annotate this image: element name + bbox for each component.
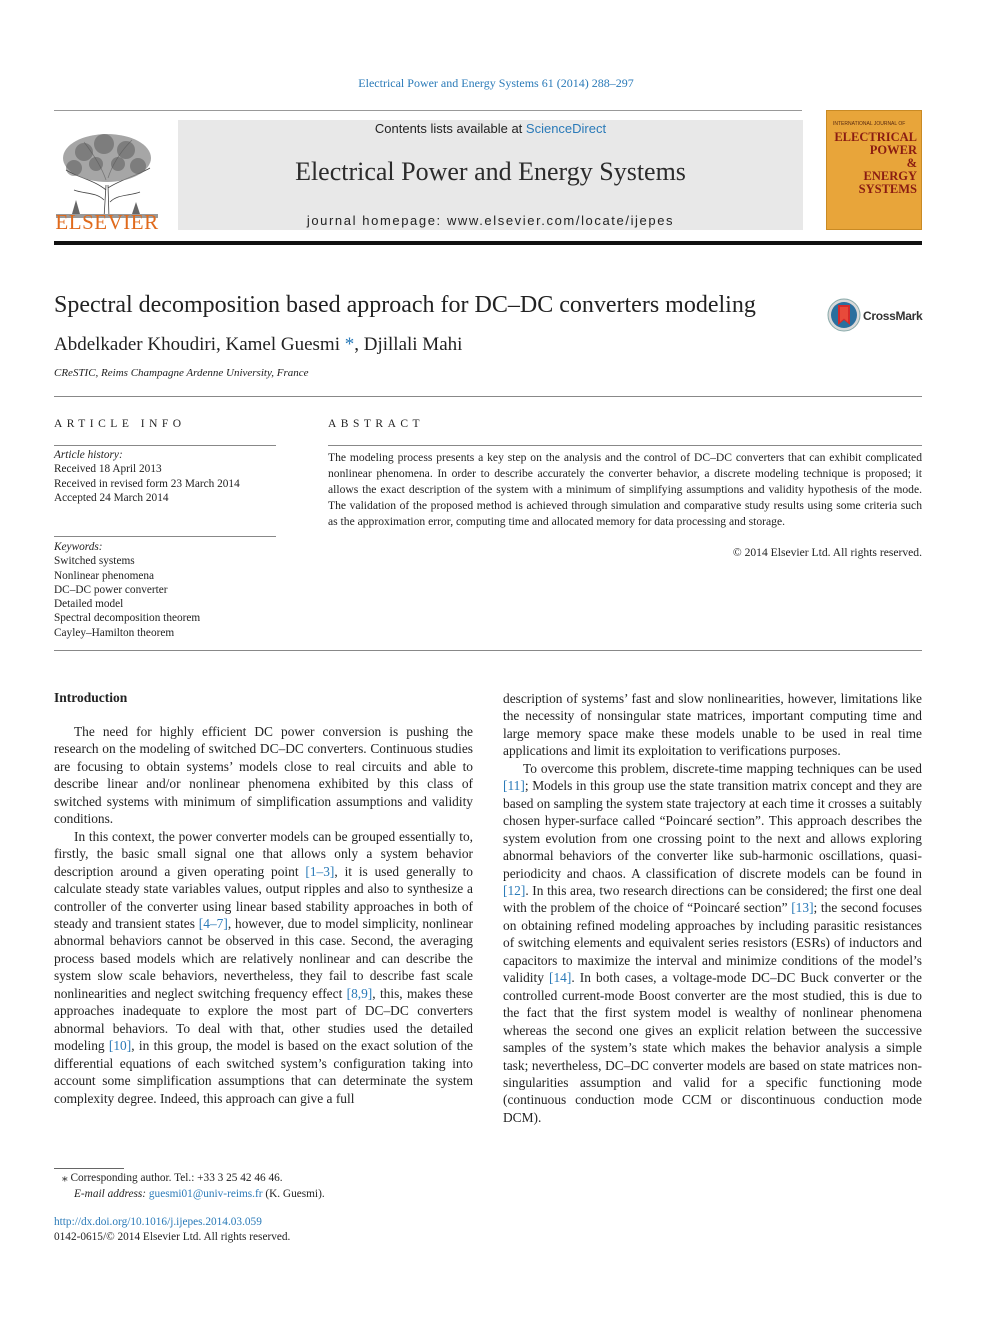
- article-title: Spectral decomposition based approach for DC–DC converters modeling: [54, 292, 756, 318]
- contents-line: [178, 121, 803, 136]
- text-run: , it is used generally to calculate steady state variables values, output ripples and also to synthesize a controller of the converter using linear based stability approaches in both of steady and transient states: [54, 863, 473, 931]
- text-run: , this, makes these approaches inadequate to explore the most part of DC–DC converters abnormal behaviors. To deal with that, other studies used the detailed modeling: [54, 985, 473, 1054]
- crossmark-label[interactable]: CrossMark: [863, 309, 923, 323]
- journal-title: Electrical Power and Energy Systems: [295, 157, 686, 186]
- header-divider: [54, 110, 802, 111]
- crossmark-icon[interactable]: [826, 297, 862, 333]
- abstract-copyright: © 2014 Elsevier Ltd. All rights reserved.: [732, 546, 922, 559]
- body-column-right: [503, 690, 922, 1126]
- article-history: [54, 448, 276, 505]
- keywords: [54, 540, 276, 640]
- footnote-rule: [54, 1168, 124, 1169]
- journal-citation-link[interactable]: Electrical Power and Energy Systems 61 (2014) 288–297: [358, 76, 634, 90]
- text-run: ; Models in this group use the state transition matrix concept and they are based on sampling the system state trajectory at each time it crosses a suitably chosen hyper-surface called “Poincaré section”. This approach describes the system evolution from one crossing point to the next and allows exploring abnormal behaviors of the converter like sub-harmonic oscillations, quasi-periodicity and chaos. A classification of discrete models can be found in: [503, 778, 922, 881]
- email-note: [54, 1186, 325, 1202]
- section-heading-introduction: Introduction: [54, 690, 128, 705]
- keywords-label: Keywords:: [54, 541, 103, 553]
- email-link[interactable]: guesmi01@univ-reims.fr: [148, 1188, 263, 1200]
- keyword-item: Cayley–Hamilton theorem: [54, 626, 175, 639]
- email-label: E-mail address:: [74, 1188, 149, 1200]
- text-run: . In both cases, a voltage-mode DC–DC Buck converter or the controlled current-mode Boost converter are the most studied, this is due to the fact that the first system model is wealthy of nonlinear phenomena whereas the second one gives an explicit relation between the successive samples of the system’s state which makes the behavior analysis a simple task; nevertheless, DC–DC converter models are based on state matrices non-singularities assumption and valid for a specific functioning mode (continuous conduction mode CCM or discontinuous conduction mode DCM).: [503, 970, 922, 1125]
- sciencedirect-link[interactable]: ScienceDirect: [525, 121, 607, 136]
- text-run: ; the second focuses on obtaining refined modeling approaches by including parasitic resistances of switching elements and equivalent series resistors (ESRs) of inductors and capacitors to maximize the interval and minimize conditions of the model’s validity: [503, 900, 923, 986]
- corresponding-author-mark[interactable]: *: [339, 334, 355, 355]
- cover-line: &: [906, 156, 917, 170]
- citation-link[interactable]: [12]: [503, 882, 526, 898]
- article-info-heading: ARTICLE INFO: [54, 418, 186, 430]
- paragraph: [54, 828, 473, 1107]
- abstract-text: The modeling process presents a key step on the analysis and the control of DC–DC converters that can exhibit complicated nonlinear phenomena. In order to describe accurately the converter behavior, a discrete modeling technique is proposed; it allows the exact description of the system with a minimum of simplifying assumptions and validity hypothesis of the mode. The validation of the proposed method is achieved through simulation and comparative study results using some criteria such as the approximation error, computing time and allocated memory for data processing and storage.: [328, 451, 922, 528]
- history-label: Article history:: [54, 449, 123, 461]
- paragraph: The need for highly efficient DC power conversion is pushing the research on the modeling of switched DC–DC converters. Continuous studies are focusing to obtain systems’ models close to real circuits and able to describe linear and/or nonlinear phenomena exhibited by this class of switched systems with minimum of simplification assumptions and validity conditions.: [54, 724, 473, 827]
- divider: [328, 445, 922, 446]
- divider: [54, 536, 276, 537]
- citation-link[interactable]: [8,9]: [346, 985, 373, 1001]
- paragraph: [503, 760, 922, 1127]
- authors-tail: , Djillali Mahi: [354, 334, 463, 355]
- abstract-heading: ABSTRACT: [328, 418, 425, 430]
- paragraph: description of systems’ fast and slow nonlinearities, however, limitations like the necessity of nonsingular state matrices, important computing time and large memory space make these models unable to be used in real time applications and limit its exploitation to verifications purposes.: [503, 691, 922, 759]
- body-column-left: [54, 723, 473, 1107]
- affiliation: CReSTIC, Reims Champagne Ardenne University, France: [54, 367, 309, 379]
- text-run: , however, due to model simplicity, nonlinear abnormal behaviors cannot be observed in this case. Second, the averaging process based models which are relatively nonlinear and can describe the system slow scale behaviors, nevertheless, they fail to describe fast scale nonlinearities and neglect switching frequency effect: [54, 915, 473, 1001]
- cover-subtitle: INTERNATIONAL JOURNAL OF: [833, 121, 906, 127]
- citation-link[interactable]: [10]: [108, 1038, 132, 1054]
- cover-line: SYSTEMS: [858, 182, 917, 196]
- author-list: [54, 334, 462, 356]
- corresponding-author-note: ⁎ Corresponding author. Tel.: +33 3 25 42 46 46.: [62, 1172, 283, 1184]
- text-run: , in this group, the model is based on the exact solution of the differential equations of each switched system’s configuration taking into account some simplification assumptions that can determinate the system complexity degree. Indeed, this approach can give a full: [54, 1038, 473, 1106]
- contents-prefix: Contents lists available at: [374, 121, 526, 136]
- doi-link[interactable]: http://dx.doi.org/10.1016/j.ijepes.2014.03.059: [54, 1216, 262, 1228]
- cover-title: [833, 131, 917, 196]
- citation-link[interactable]: [14]: [549, 970, 572, 986]
- citation-link[interactable]: [1–3]: [305, 863, 335, 879]
- cover-line: ENERGY: [863, 169, 917, 183]
- journal-homepage[interactable]: journal homepage: www.elsevier.com/locate/ijepes: [306, 213, 675, 228]
- issn-line: 0142-0615/© 2014 Elsevier Ltd. All rights reserved.: [54, 1231, 291, 1243]
- keyword-item: Switched systems: [54, 555, 135, 568]
- text-run: . In this area, two research directions can be considered; the first one deal with the problem of the choice of “Poincaré section”: [503, 882, 922, 916]
- citation-link[interactable]: [11]: [503, 778, 525, 794]
- header-thick-rule: [54, 241, 922, 245]
- divider: [54, 445, 276, 446]
- keyword-item: Detailed model: [54, 598, 124, 611]
- keyword-item: Nonlinear phenomena: [54, 569, 155, 582]
- keyword-item: DC–DC power converter: [54, 583, 168, 596]
- divider: [54, 650, 922, 651]
- divider: [54, 396, 922, 397]
- text-run: In this context, the power converter models can be grouped essentially to, firstly, the basic small signal one that allows only a system behavior description around a given operating point: [54, 828, 473, 879]
- citation-link[interactable]: [4–7]: [198, 915, 228, 931]
- authors-main: Abdelkader Khoudiri, Kamel Guesmi: [54, 334, 340, 355]
- elsevier-wordmark: ELSEVIER: [55, 210, 159, 234]
- citation-link[interactable]: [13]: [791, 900, 814, 916]
- text-run: To overcome this problem, discrete-time mapping techniques can be used: [523, 760, 922, 776]
- history-item: Received 18 April 2013: [54, 463, 162, 476]
- keyword-item: Spectral decomposition theorem: [54, 612, 201, 625]
- cover-line: POWER: [869, 143, 917, 157]
- email-tail: (K. Guesmi).: [262, 1188, 325, 1200]
- history-item: Accepted 24 March 2014: [54, 491, 169, 504]
- footnote: [54, 1170, 325, 1202]
- journal-cover-image: [826, 110, 922, 230]
- history-item: Received in revised form 23 March 2014: [54, 477, 240, 490]
- cover-line: ELECTRICAL: [834, 130, 917, 144]
